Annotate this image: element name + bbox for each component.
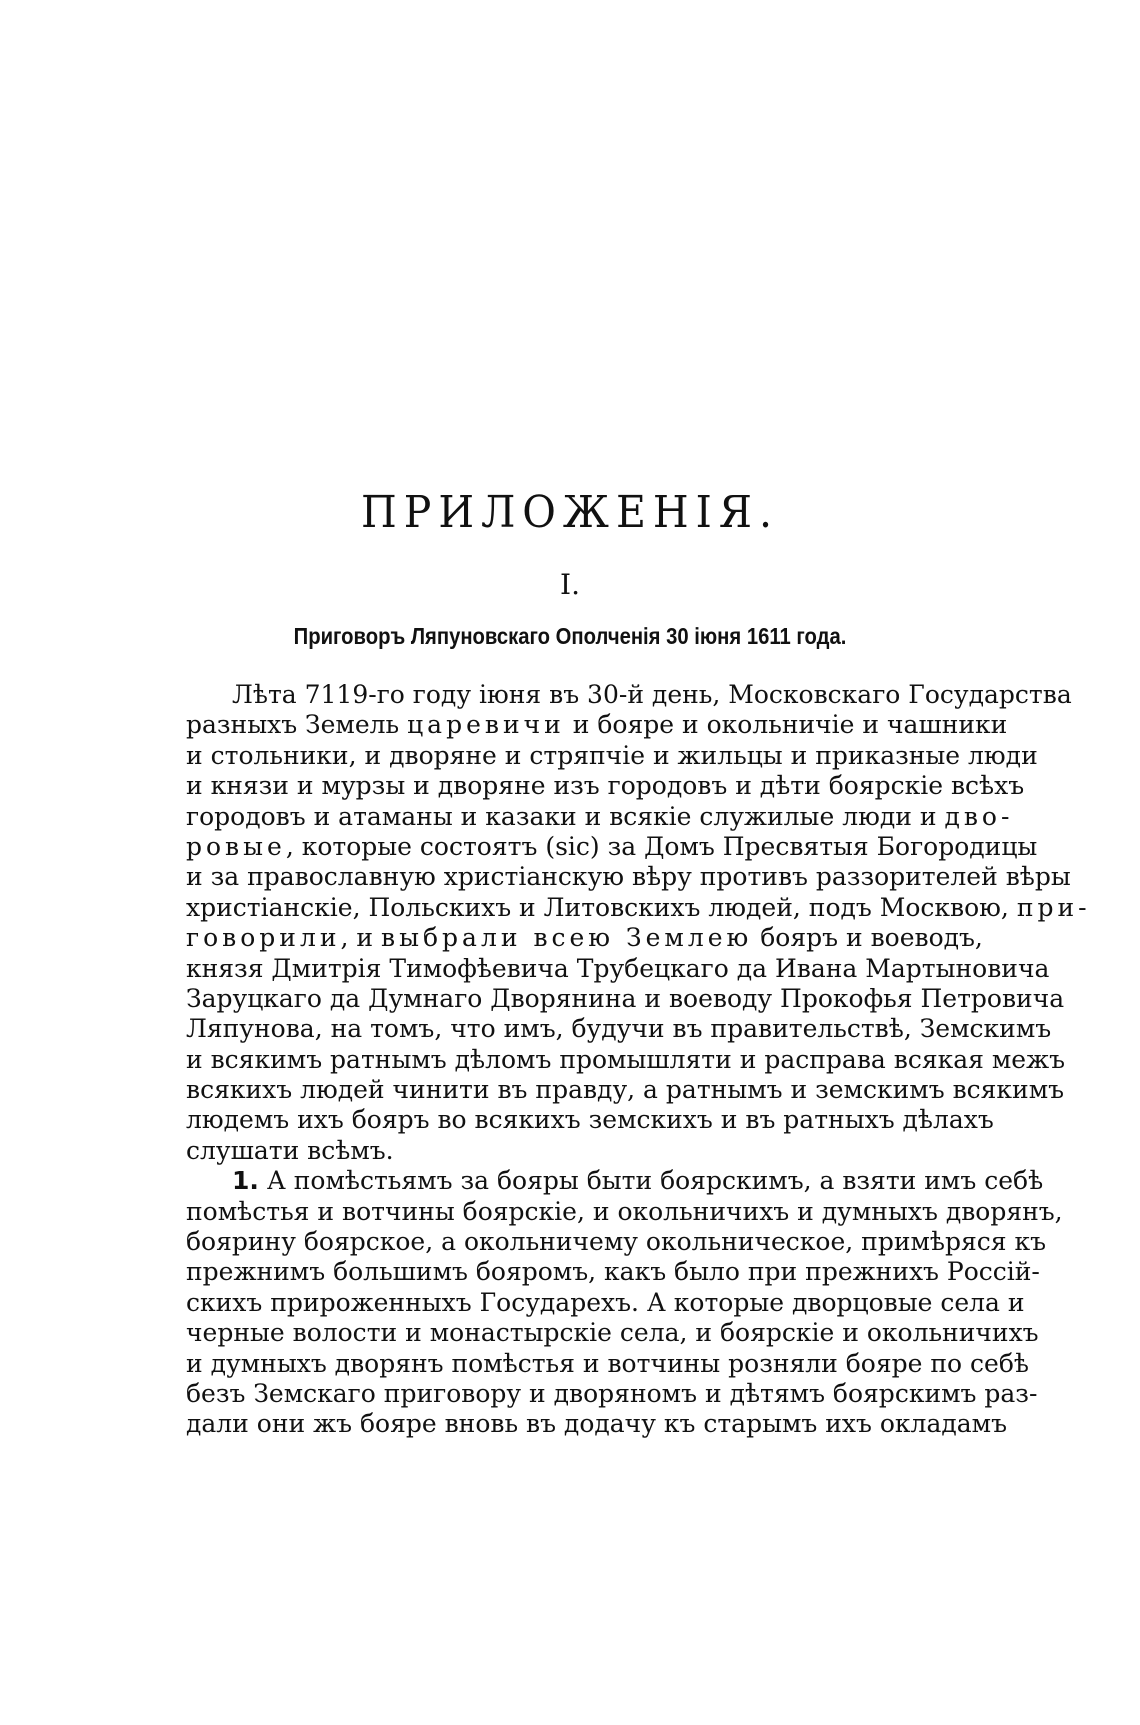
- spaced-emphasis: выбрали всею Землею: [381, 923, 753, 953]
- paragraph-1: [186, 680, 1091, 1166]
- spaced-emphasis: дво-: [944, 801, 1014, 831]
- text-line: Ляпунова, на томъ, что имъ, будучи въ правительствѣ, Земскимъ: [186, 1014, 1052, 1044]
- text-line: и за православную христіанскую вѣру противъ раззорителей вѣры: [186, 862, 1071, 892]
- text-line: помѣстья и вотчины боярскіе, и окольничихъ и думныхъ дворянъ,: [186, 1196, 1063, 1226]
- text-line: дали они жъ бояре вновь въ додачу къ старымъ ихъ окладамъ: [186, 1409, 1007, 1439]
- text-line: людемъ ихъ бояръ во всякихъ земскихъ и въ ратныхъ дѣлахъ: [186, 1105, 994, 1135]
- text-line: и думныхъ дворянъ помѣстья и вотчины розняли бояре по себѣ: [186, 1348, 1029, 1378]
- text-line: разныхъ Земель царевичи и бояре и окольничіе и чашники: [186, 710, 1008, 740]
- text-line: Лѣта 7119-го году іюня въ 30-й день, Московскаго Государства: [232, 680, 1072, 709]
- text-line: князя Дмитрія Тимофѣевича Трубецкаго да Ивана Мартыновича: [186, 953, 1050, 983]
- text-line: слушати всѣмъ.: [186, 1135, 394, 1165]
- text-line: всякихъ людей чинити въ правду, а ратнымъ и земскимъ всякимъ: [186, 1075, 1065, 1105]
- text-line: черные волости и монастырскіе села, и боярскіе и окольничихъ: [186, 1318, 1039, 1348]
- spaced-emphasis: при-: [1016, 892, 1091, 922]
- paragraph-2: [186, 1166, 1063, 1440]
- text-line: христіанскіе, Польскихъ и Литовскихъ людей, подъ Москвою, при-: [186, 892, 1091, 922]
- text-line: и стольники, и дворяне и стряпчіе и жильцы и приказные люди: [186, 740, 1038, 770]
- section-number: I.: [560, 568, 580, 601]
- page-title: ПРИЛОЖЕНІЯ.: [360, 486, 779, 538]
- text-line: боярину боярское, а окольничему окольническое, примѣряся къ: [186, 1227, 1047, 1257]
- text-line: Заруцкаго да Думнаго Дворянина и воеводу Прокофья Петровича: [186, 983, 1065, 1013]
- text-line: и князи и мурзы и дворяне изъ городовъ и дѣти боярскіе всѣхъ: [186, 771, 1025, 801]
- spaced-emphasis: царевичи: [407, 710, 565, 740]
- text-line: прежнимъ большимъ бояромъ, какъ было при прежнихъ Россій-: [186, 1257, 1040, 1287]
- text-line: 1. А помѣстьямъ за бояры быти боярскимъ, а взяти имъ себѣ: [232, 1166, 1044, 1196]
- text-line: ровые, которые состоятъ (sic) за Домъ Пресвятыя Богородицы: [186, 831, 1038, 861]
- section-heading: Приговоръ Ляпуновскаго Ополченія 30 іюня 1611 года.: [293, 623, 847, 649]
- text-line: скихъ прироженныхъ Государехъ. А которые дворцовые села и: [186, 1287, 1025, 1317]
- text-line: безъ Земскаго приговору и дворяномъ и дѣтямъ боярскимъ раз-: [186, 1378, 1038, 1408]
- spaced-emphasis: ровые: [186, 831, 286, 861]
- text-line: и всякимъ ратнымъ дѣломъ промышляти и расправа всякая межъ: [186, 1044, 1065, 1074]
- article-number: 1.: [232, 1166, 259, 1196]
- body-text: [186, 680, 1091, 1440]
- text-line: городовъ и атаманы и казаки и всякіе служилые люди и дво-: [186, 801, 1014, 831]
- spaced-emphasis: говорили: [186, 923, 341, 953]
- text-line: говорили, и выбрали всею Землею бояръ и воеводъ,: [186, 923, 983, 953]
